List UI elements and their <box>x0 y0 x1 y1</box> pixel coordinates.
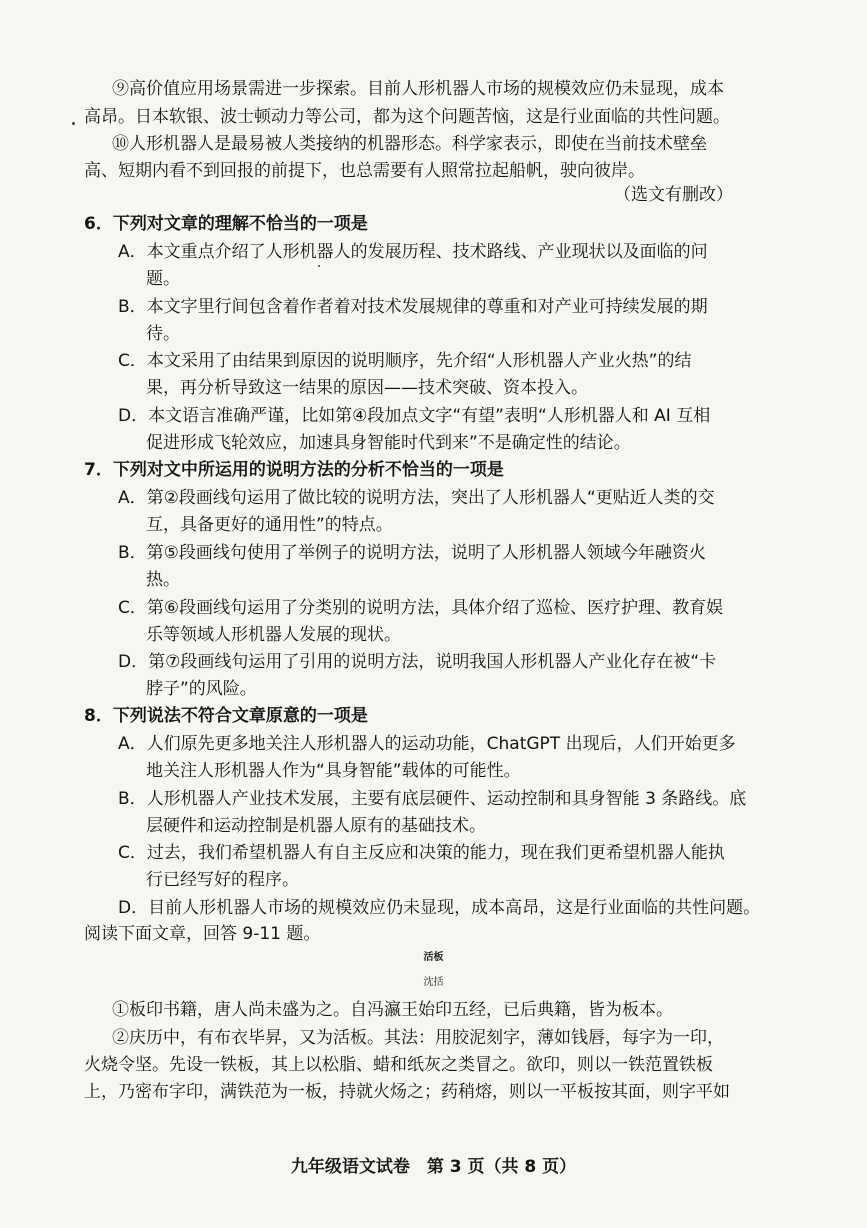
q7-option-c-line2: 乐等领域人形机器人发展的现状。 <box>146 625 401 645</box>
q6-option-d-line1: D．本文语言准确严谨，比如第④段加点文字“有望”表明“人形机器人和 AI 互相 <box>118 406 711 426</box>
article-title: 活板 <box>423 952 444 963</box>
q6-option-a-line1: A．本文重点介绍了人形机器人的发展历程、技术路线、产业现状以及面临的问 <box>118 242 708 262</box>
passage-p9-line1: ⑨高价值应用场景需进一步探索。目前人形机器人市场的规模效应仍未显现，成本 <box>112 79 724 99</box>
q6-option-d-line2: 促进形成飞轮效应，加速具身智能时代到来”不是确定性的结论。 <box>146 433 631 453</box>
article-p2-line3: 上，乃密布字印，满铁范为一板，持就火炀之；药稍熔，则以一平板按其面，则字平如 <box>84 1082 730 1102</box>
reading-instruction: 阅读下面文章，回答 9-11 题。 <box>84 924 321 944</box>
article-author: 沈括 <box>423 977 444 988</box>
source-note: （选文有删改） <box>614 185 733 205</box>
passage-p10-line2: 高、短期内看不到回报的前提下，也总需要有人照常拉起船帆，驶向彼岸。 <box>84 161 645 181</box>
q7-option-a-line2: 互，具备更好的通用性”的特点。 <box>146 515 393 535</box>
passage-p9-line2: 高昂。日本软银、波士顿动力等公司，都为这个问题苦恼，这是行业面临的共性问题。 <box>84 107 730 127</box>
question-6-stem: 6．下列对文章的理解不恰当的一项是 <box>84 214 368 234</box>
q8-option-c-line2: 行已经写好的程序。 <box>146 870 299 890</box>
q8-option-b-line1: B．人形机器人产业技术发展，主要有底层硬件、运动控制和具身智能 3 条路线。底 <box>118 789 747 809</box>
q8-option-b-line2: 层硬件和运动控制是机器人原有的基础技术。 <box>146 816 486 836</box>
article-p2-line2: 火烧令坚。先设一铁板，其上以松脂、蜡和纸灰之类冒之。欲印，则以一铁范置铁板 <box>84 1055 713 1075</box>
q6-option-b-line1: B．本文字里行间包含着作者着对技术发展规律的尊重和对产业可持续发展的期 <box>118 297 708 317</box>
q8-option-c-line1: C．过去，我们希望机器人有自主反应和决策的能力，现在我们更希望机器人能执 <box>118 843 725 863</box>
q8-option-a-line2: 地关注人形机器人作为“具身智能”载体的可能性。 <box>146 761 521 781</box>
q6-option-b-line2: 待。 <box>146 324 180 344</box>
q8-option-a-line1: A．人们原先更多地关注人形机器人的运动功能，ChatGPT 出现后，人们开始更多 <box>118 734 736 754</box>
q6-option-c-line2: 果，再分析导致这一结果的原因——技术突破、资本投入。 <box>146 378 588 398</box>
q7-option-c-line1: C．第⑥段画线句运用了分类别的说明方法，具体介绍了巡检、医疗护理、教育娱 <box>118 598 724 618</box>
q7-option-d-line1: D．第⑦段画线句运用了引用的说明方法，说明我国人形机器人产业化存在被“卡 <box>118 652 717 672</box>
page-footer: 九年级语文试卷 第 3 页（共 8 页） <box>290 1157 577 1177</box>
question-8-stem: 8．下列说法不符合文章原意的一项是 <box>84 706 368 726</box>
article-p1: ①板印书籍，唐人尚未盛为之。自冯瀛王始印五经，已后典籍，皆为板本。 <box>112 1000 673 1020</box>
q7-option-a-line1: A．第②段画线句运用了做比较的说明方法，突出了人形机器人“更贴近人类的交 <box>118 488 715 508</box>
scan-speck <box>318 265 320 267</box>
passage-p10-line1: ⑩人形机器人是最易被人类接纳的机器形态。科学家表示，即使在当前技术壁垒 <box>112 134 707 154</box>
q7-option-d-line2: 脖子”的风险。 <box>146 679 257 699</box>
q6-option-a-line2: 题。 <box>146 269 180 289</box>
scan-speck <box>72 122 75 125</box>
q6-option-c-line1: C．本文采用了由结果到原因的说明顺序，先介绍“人形机器人产业火热”的结 <box>118 351 692 371</box>
q8-option-d-line1: D．目前人形机器人市场的规模效应仍未显现，成本高昂，这是行业面临的共性问题。 <box>118 898 761 918</box>
q7-option-b-line1: B．第⑤段画线句使用了举例子的说明方法，说明了人形机器人领域今年融资火 <box>118 543 706 563</box>
q7-option-b-line2: 热。 <box>146 570 180 590</box>
article-p2-line1: ②庆历中，有布衣毕昇，又为活板。其法：用胶泥刻字，薄如钱唇，每字为一印， <box>112 1028 724 1048</box>
question-7-stem: 7．下列对文中所运用的说明方法的分析不恰当的一项是 <box>84 460 504 480</box>
